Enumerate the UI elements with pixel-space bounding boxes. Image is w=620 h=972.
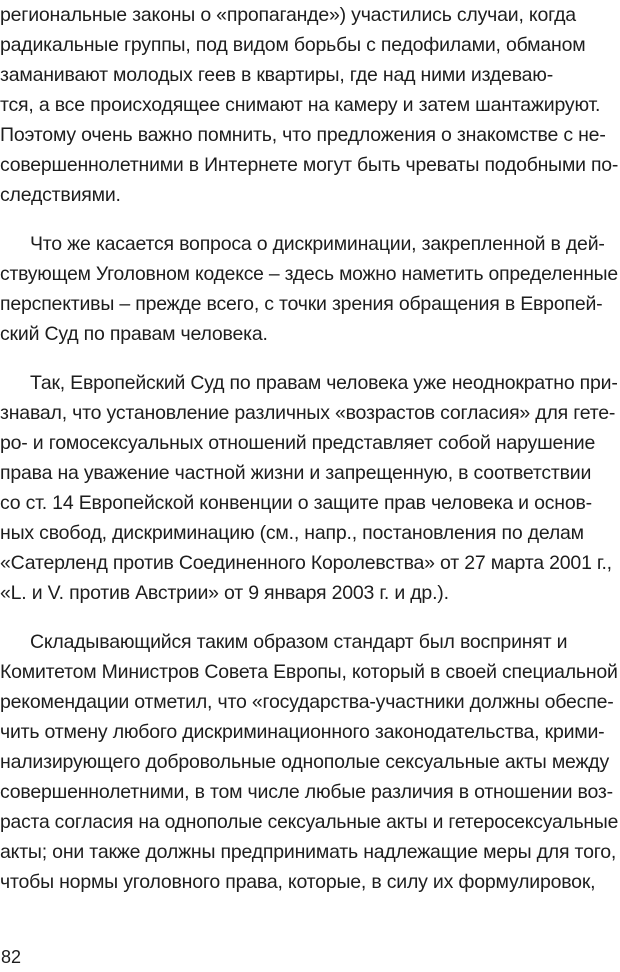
text-line: чить отмену любого дискриминационного законодательства, крими-: [0, 721, 605, 743]
text-line: региональные законы о «пропаганде») участились случаи, когда: [0, 4, 576, 26]
text-line: права на уважение частной жизни и запрещенную, в соответствии: [0, 462, 592, 484]
text-line: ро- и гомосексуальных отношений представляет собой нарушение: [0, 432, 596, 454]
text-line: заманивают молодых геев в квартиры, где над ними издеваю-: [0, 64, 554, 86]
text-line: чтобы нормы уголовного права, которые, в силу их формулировок,: [0, 871, 596, 893]
text-line: Так, Европейский Суд по правам человека уже неоднократно при-: [30, 372, 618, 394]
text-line: знавал, что установление различных «возрастов согласия» для гете-: [0, 402, 616, 424]
text-line: радикальные группы, под видом борьбы с педофилами, обманом: [0, 34, 586, 56]
text-line: Складывающийся таким образом стандарт был воспринят и: [30, 631, 568, 653]
text-line: нализирующего добровольные однополые сексуальные акты между: [0, 751, 610, 773]
text-line: следствиями.: [0, 184, 121, 206]
text-line: рекомендации отметил, что «государства-участники должны обеспе-: [0, 691, 614, 713]
text-line: раста согласия на однополые сексуальные акты и гетеросексуальные: [0, 811, 619, 833]
text-line: Комитетом Министров Совета Европы, который в своей специальной: [0, 661, 618, 683]
text-line: Поэтому очень важно помнить, что предложения о знакомстве с не-: [0, 124, 606, 146]
text-line: ский Суд по правам человека.: [0, 323, 268, 345]
text-line: со ст. 14 Европейской конвенции о защите прав человека и основ-: [0, 492, 592, 514]
text-line: совершеннолетними в Интернете могут быть чреваты подобными по-: [0, 154, 619, 176]
page-number: 82: [1, 947, 22, 967]
text-line: тся, а все происходящее снимают на камеру и затем шантажируют.: [0, 94, 601, 116]
text-line: совершеннолетними, в том числе любые различия в отношении воз-: [0, 781, 613, 803]
text-line: ных свобод, дискриминацию (см., напр., постановления по делам: [0, 522, 584, 544]
text-line: перспективы – прежде всего, с точки зрения обращения в Европей-: [0, 293, 603, 315]
text-line: акты; они также должны предпринимать надлежащие меры для того,: [0, 841, 617, 863]
text-line: ствующем Уголовном кодексе – здесь можно наметить определенные: [0, 263, 618, 285]
text-line: Что же касается вопроса о дискриминации, закрепленной в дей-: [30, 233, 605, 255]
text-line: «L. и V. против Австрии» от 9 января 2003 г. и др.).: [0, 582, 449, 604]
text-line: «Сатерленд против Соединенного Королевства» от 27 марта 2001 г.,: [0, 552, 612, 574]
